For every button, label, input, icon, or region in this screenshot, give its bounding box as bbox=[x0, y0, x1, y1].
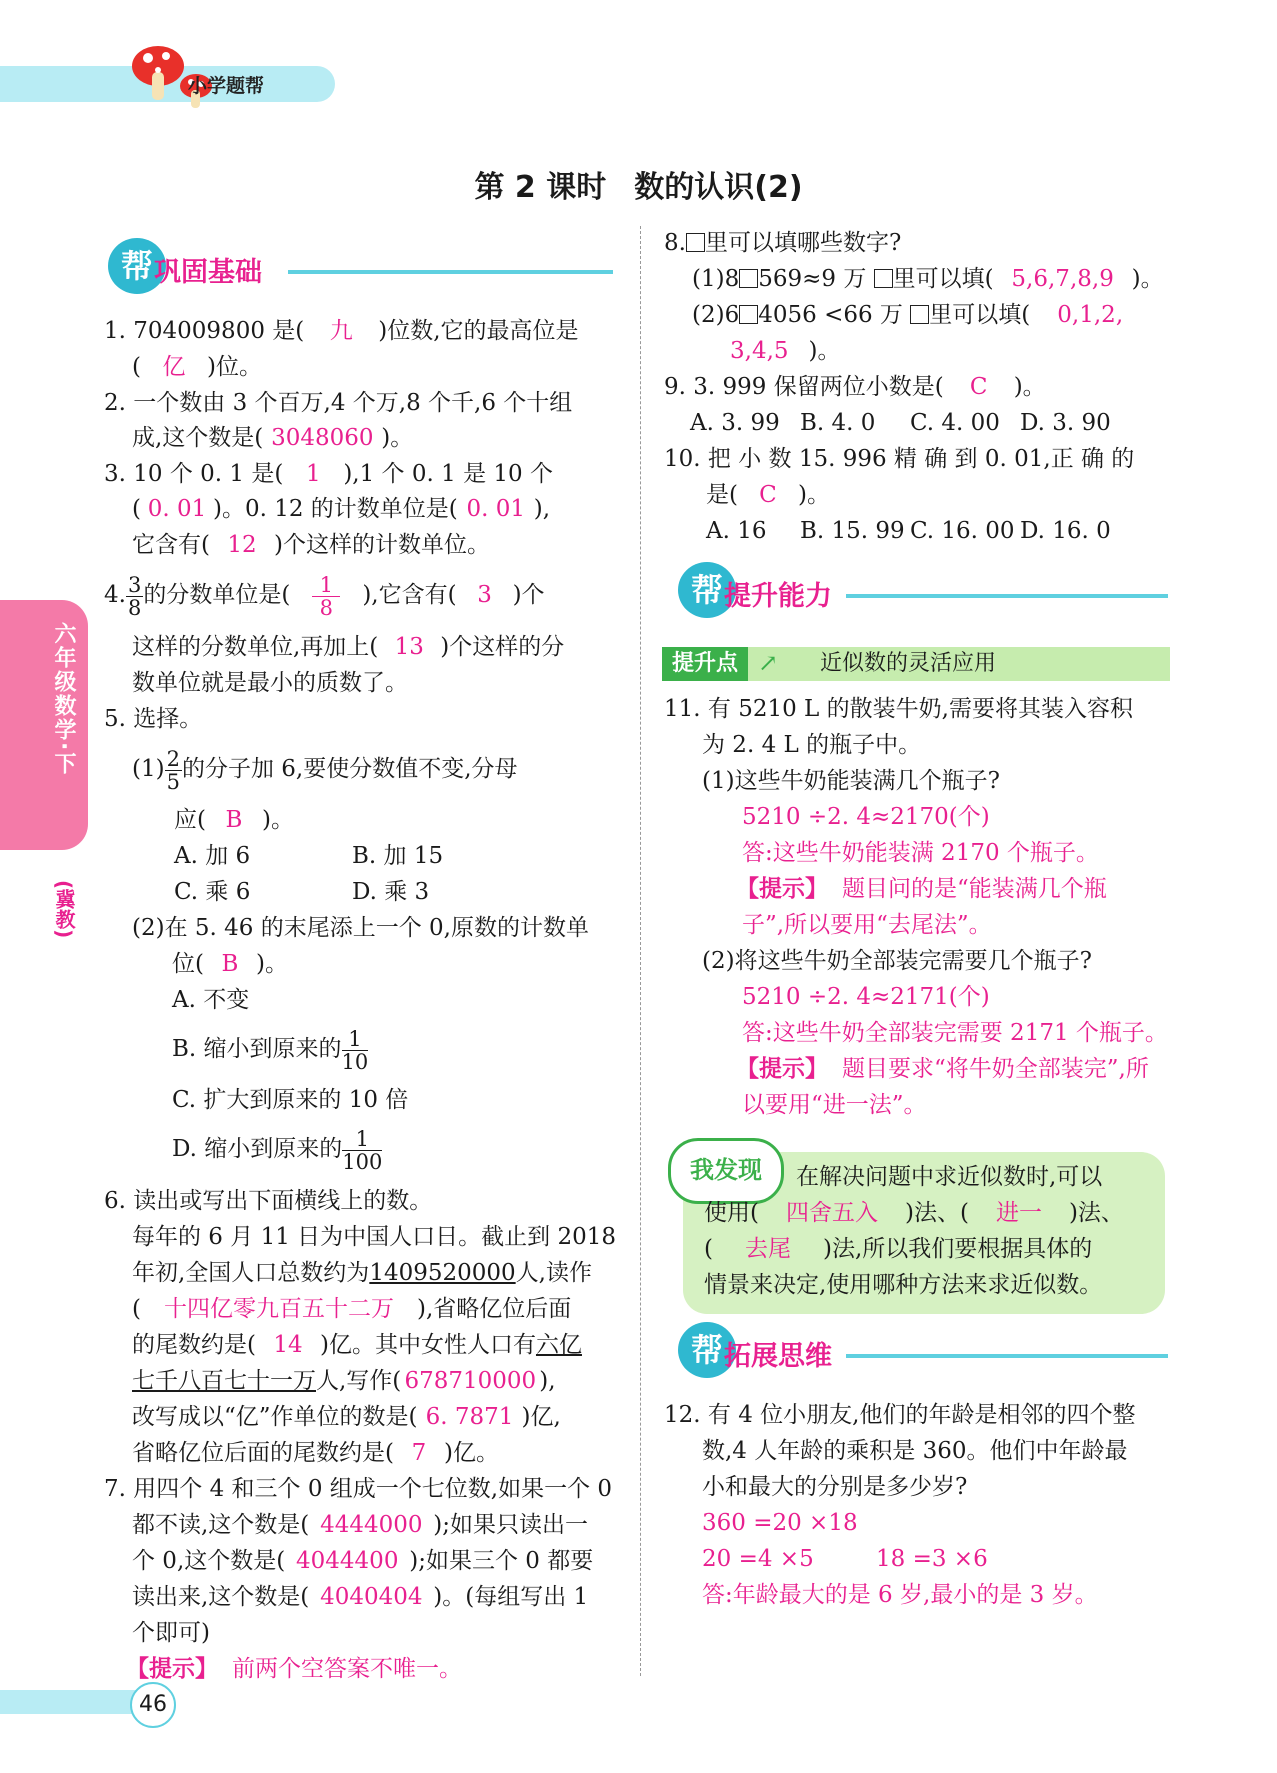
q4-line3: 数单位就是最小的质数了。 bbox=[132, 670, 408, 696]
q3-line1: 3. 10 个 0. 1 是( 1 ),1 个 0. 1 是 10 个 bbox=[104, 457, 553, 491]
q1-answer2: 亿 bbox=[162, 354, 186, 380]
key-point-text: 近似数的灵活应用 bbox=[820, 651, 997, 676]
q9-line1: 9. 3. 999 保留两位小数是( C )。 bbox=[664, 370, 1046, 404]
q2-line1: 2. 一个数由 3 个百万,4 个万,8 个千,6 个十组 bbox=[104, 390, 573, 416]
q4-line1: 4. $\frac{3}{8}$ 的分数单位是( $\frac{1}{8}$ ),它含有( 3 )个 bbox=[104, 572, 545, 620]
q5-p1-optA: A. 加 6 bbox=[174, 843, 251, 869]
discover-line3: ( 去尾 )法,所以我们要根据具体的 bbox=[704, 1232, 1092, 1266]
q10-optC: C. 16. 00 bbox=[910, 518, 1015, 544]
q6-line3: 年初,全国人口总数约为1409520000人,读作 bbox=[132, 1260, 592, 1286]
q11-p1-hint: 【提示】 题目问的是“能装满几个瓶 bbox=[736, 876, 1107, 902]
discover-tag: 我发现 bbox=[668, 1138, 784, 1204]
discover-answer3: 去尾 bbox=[744, 1236, 791, 1262]
q7-line4: 读出来,这个数是( 4040404 )。(每组写出 1 bbox=[132, 1580, 588, 1614]
q11-p2-hint: 【提示】 题目要求“将牛奶全部装完”,所 bbox=[736, 1056, 1149, 1082]
q10-answer: C bbox=[759, 482, 777, 508]
discover-answer2: 进一 bbox=[995, 1200, 1042, 1226]
blank-box-icon bbox=[874, 269, 893, 288]
q2-answer: 3048060 bbox=[271, 425, 374, 451]
q6-line4: ( 十四亿零九百五十二万 ),省略亿位后面 bbox=[132, 1292, 571, 1326]
q5-p1-line2: 应( B )。 bbox=[174, 803, 294, 837]
q11-p2: (2)将这些牛奶全部装完需要几个瓶子? bbox=[702, 948, 1092, 974]
q5-p2-line2: 位( B )。 bbox=[172, 947, 288, 981]
q11-p2-calc: 5210 ÷2. 4≈2171(个) bbox=[742, 984, 990, 1010]
blank-box-icon bbox=[686, 233, 705, 252]
q8-p2-line2: 3,4,5 )。 bbox=[730, 338, 841, 364]
q12-step2a: 20 =4 ×5 bbox=[702, 1546, 814, 1572]
q2-line2: 成,这个数是( 3048060 )。 bbox=[132, 421, 413, 455]
q4-answer3: 13 bbox=[394, 634, 424, 660]
q3-line3: 它含有( 12 )个这样的计数单位。 bbox=[132, 528, 490, 562]
q8-p2: (2)6 4056 <66 万 里可以填( 0,1,2, bbox=[692, 298, 1150, 332]
q7-line3: 个 0,这个数是( 4044400 );如果三个 0 都要 bbox=[132, 1544, 593, 1578]
q6-answer4: 6. 7871 bbox=[425, 1404, 514, 1430]
q11-line2: 为 2. 4 L 的瓶子中。 bbox=[702, 732, 922, 758]
section-bang-icon: 帮 bbox=[108, 238, 166, 294]
q5-p1-line1: (1) $\frac{2}{5}$ 的分子加 6,要使分数值不变,分母 bbox=[132, 746, 518, 794]
key-point-badge bbox=[662, 647, 1170, 681]
q10-optD: D. 16. 0 bbox=[1020, 518, 1111, 544]
q11-p1-hint2: 子”,所以要用“去尾法”。 bbox=[742, 912, 992, 938]
column-divider bbox=[640, 226, 641, 1676]
section-header-basic bbox=[108, 238, 613, 294]
q7-line1: 7. 用四个 4 和三个 0 组成一个七位数,如果一个 0 bbox=[104, 1476, 613, 1502]
q11-p1-answer: 答:这些牛奶能装满 2170 个瓶子。 bbox=[742, 840, 1099, 866]
q6-answer2: 14 bbox=[273, 1332, 303, 1358]
section-rule bbox=[846, 1354, 1168, 1358]
discover-line2: 使用( 四舍五入 )法、( 进一 )法、 bbox=[704, 1196, 1124, 1230]
q4-line2: 这样的分数单位,再加上( 13 )个这样的分 bbox=[132, 630, 564, 664]
q12-line2: 数,4 人年龄的乘积是 360。他们中年龄最 bbox=[702, 1438, 1128, 1464]
q11-p1-calc: 5210 ÷2. 4≈2170(个) bbox=[742, 804, 990, 830]
q4-answer2: 3 bbox=[477, 582, 492, 608]
q6-line1: 6. 读出或写出下面横线上的数。 bbox=[104, 1188, 433, 1214]
q9-optA: A. 3. 99 bbox=[690, 410, 780, 436]
section-bang-icon: 帮 bbox=[678, 562, 736, 618]
q7-hint: 【提示】 前两个空答案不唯一。 bbox=[126, 1656, 462, 1682]
q7-line2: 都不读,这个数是( 4444000 );如果只读出一 bbox=[132, 1508, 588, 1542]
q10-optA: A. 16 bbox=[706, 518, 767, 544]
discover-line4: 情景来决定,使用哪种方法来求近似数。 bbox=[704, 1272, 1103, 1298]
q4-answer1: $\frac{1}{8}$ bbox=[290, 574, 362, 619]
q8-p2-answer2: 3,4,5 bbox=[730, 338, 789, 364]
q8-p1: (1)8 569≈9 万 里可以填( 5,6,7,8,9 )。 bbox=[692, 262, 1164, 296]
q5-p2-optA: A. 不变 bbox=[172, 987, 250, 1013]
q3-answer2: 0. 01 bbox=[147, 496, 207, 522]
hint-label: 【提示】 bbox=[126, 1656, 218, 1682]
q7-line5: 个即可) bbox=[132, 1620, 210, 1646]
q9-answer: C bbox=[969, 374, 988, 400]
q9-optC: C. 4. 00 bbox=[910, 410, 1000, 436]
q5-p2-optC: C. 扩大到原来的 10 倍 bbox=[172, 1087, 409, 1113]
side-edition-label: (冀教) bbox=[52, 880, 76, 939]
side-grade-label: 六年级数学·下 bbox=[51, 622, 76, 777]
q12-line1: 12. 有 4 位小朋友,他们的年龄是相邻的四个整 bbox=[664, 1402, 1136, 1428]
q3-line2: ( 0. 01 )。0. 12 的计数单位是( 0. 01 ), bbox=[132, 492, 550, 526]
lesson-topic: 数的认识(2) bbox=[634, 170, 803, 205]
discover-answer1: 四舍五入 bbox=[785, 1200, 878, 1226]
hint-label: 【提示】 bbox=[736, 876, 828, 902]
q10-line1: 10. 把 小 数 15. 996 精 确 到 0. 01,正 确 的 bbox=[664, 446, 1135, 472]
blank-box-icon bbox=[910, 305, 929, 324]
hint-label: 【提示】 bbox=[736, 1056, 828, 1082]
q5-p2-answer: B bbox=[221, 951, 239, 977]
q11-p2-answer: 答:这些牛奶全部装完需要 2171 个瓶子。 bbox=[742, 1020, 1168, 1046]
q6-line8: 省略亿位后面的尾数约是( 7 )亿。 bbox=[132, 1436, 499, 1470]
q9-optD: D. 3. 90 bbox=[1020, 410, 1111, 436]
q6-line7: 改写成以“亿”作单位的数是( 6. 7871 )亿, bbox=[132, 1400, 561, 1434]
blank-box-icon bbox=[739, 269, 758, 288]
q11-p1: (1)这些牛奶能装满几个瓶子? bbox=[702, 768, 1000, 794]
q6-answer3: 678710000 bbox=[404, 1368, 537, 1394]
section-title: 拓展思维 bbox=[724, 1341, 832, 1372]
q11-p2-hint2: 以要用“进一法”。 bbox=[742, 1092, 927, 1118]
q7-answer1: 4444000 bbox=[320, 1512, 423, 1538]
q5-p2-optD: D. 缩小到原来的 $\frac{1}{100}$ bbox=[172, 1126, 383, 1174]
q5-p1-optD: D. 乘 3 bbox=[352, 879, 430, 905]
q12-step2b: 18 =3 ×6 bbox=[876, 1546, 988, 1572]
section-header-expand bbox=[678, 1322, 1168, 1378]
q5-p2-optB: B. 缩小到原来的 $\frac{1}{10}$ bbox=[172, 1026, 369, 1074]
header-label: 小学题帮 bbox=[188, 75, 265, 97]
q6-line6: 七千八百七十一万人,写作( 678710000 ), bbox=[132, 1364, 556, 1398]
q5-p1-answer: B bbox=[225, 807, 243, 833]
q1-line1: 1. 704009800 是( 九 )位数,它的最高位是 bbox=[104, 314, 579, 348]
q8-p2-answer: 0,1,2, bbox=[1057, 302, 1124, 328]
page-title bbox=[0, 162, 1277, 206]
q7-answer2: 4044400 bbox=[296, 1548, 399, 1574]
q6-answer5: 7 bbox=[411, 1440, 427, 1466]
lesson-number: 第 2 课时 bbox=[474, 170, 607, 205]
q7-answer3: 4040404 bbox=[320, 1584, 423, 1610]
section-header-improve bbox=[678, 562, 1168, 618]
key-point-label: 提升点 bbox=[662, 647, 748, 681]
q1-line2: ( 亿 )位。 bbox=[132, 350, 262, 384]
q1-answer1: 九 bbox=[329, 318, 353, 344]
section-title: 巩固基础 bbox=[154, 257, 262, 288]
section-bang-icon: 帮 bbox=[678, 1322, 736, 1378]
q11-line1: 11. 有 5210 L 的散装牛奶,需要将其装入容积 bbox=[664, 696, 1133, 722]
page-number: 46 bbox=[130, 1682, 176, 1728]
section-title: 提升能力 bbox=[724, 581, 832, 612]
blank-box-icon bbox=[739, 305, 758, 324]
section-rule bbox=[846, 594, 1168, 598]
q5-p2-line1: (2)在 5. 46 的末尾添上一个 0,原数的计数单 bbox=[132, 915, 589, 941]
q9-optB: B. 4. 0 bbox=[800, 410, 876, 436]
q5-p1-optB: B. 加 15 bbox=[352, 843, 444, 869]
q6-line2: 每年的 6 月 11 日为中国人口日。截止到 2018 bbox=[132, 1224, 616, 1250]
q5-p1-optC: C. 乘 6 bbox=[174, 879, 251, 905]
discover-line1: 在解决问题中求近似数时,可以 bbox=[796, 1164, 1103, 1190]
section-rule bbox=[288, 270, 613, 274]
q10-optB: B. 15. 99 bbox=[800, 518, 905, 544]
q10-line2: 是( C )。 bbox=[706, 478, 830, 512]
q12-answer: 答:年龄最大的是 6 岁,最小的是 3 岁。 bbox=[702, 1582, 1098, 1608]
q3-answer3: 0. 01 bbox=[466, 496, 526, 522]
q5-heading: 5. 选择。 bbox=[104, 706, 203, 732]
q3-answer1: 1 bbox=[306, 461, 321, 487]
arrow-icon: ↗ bbox=[758, 649, 779, 677]
q6-answer1: 十四亿零九百五十二万 bbox=[163, 1296, 394, 1322]
q6-line5: 的尾数约是( 14 )亿。其中女性人口有六亿 bbox=[132, 1328, 582, 1362]
q12-line3: 小和最大的分别是多少岁? bbox=[702, 1474, 968, 1500]
q8-p1-answer: 5,6,7,8,9 bbox=[1011, 266, 1114, 292]
q8-line1: 8. 里可以填哪些数字? bbox=[664, 230, 902, 256]
q12-step1: 360 =20 ×18 bbox=[702, 1510, 858, 1536]
q3-answer4: 12 bbox=[227, 532, 257, 558]
